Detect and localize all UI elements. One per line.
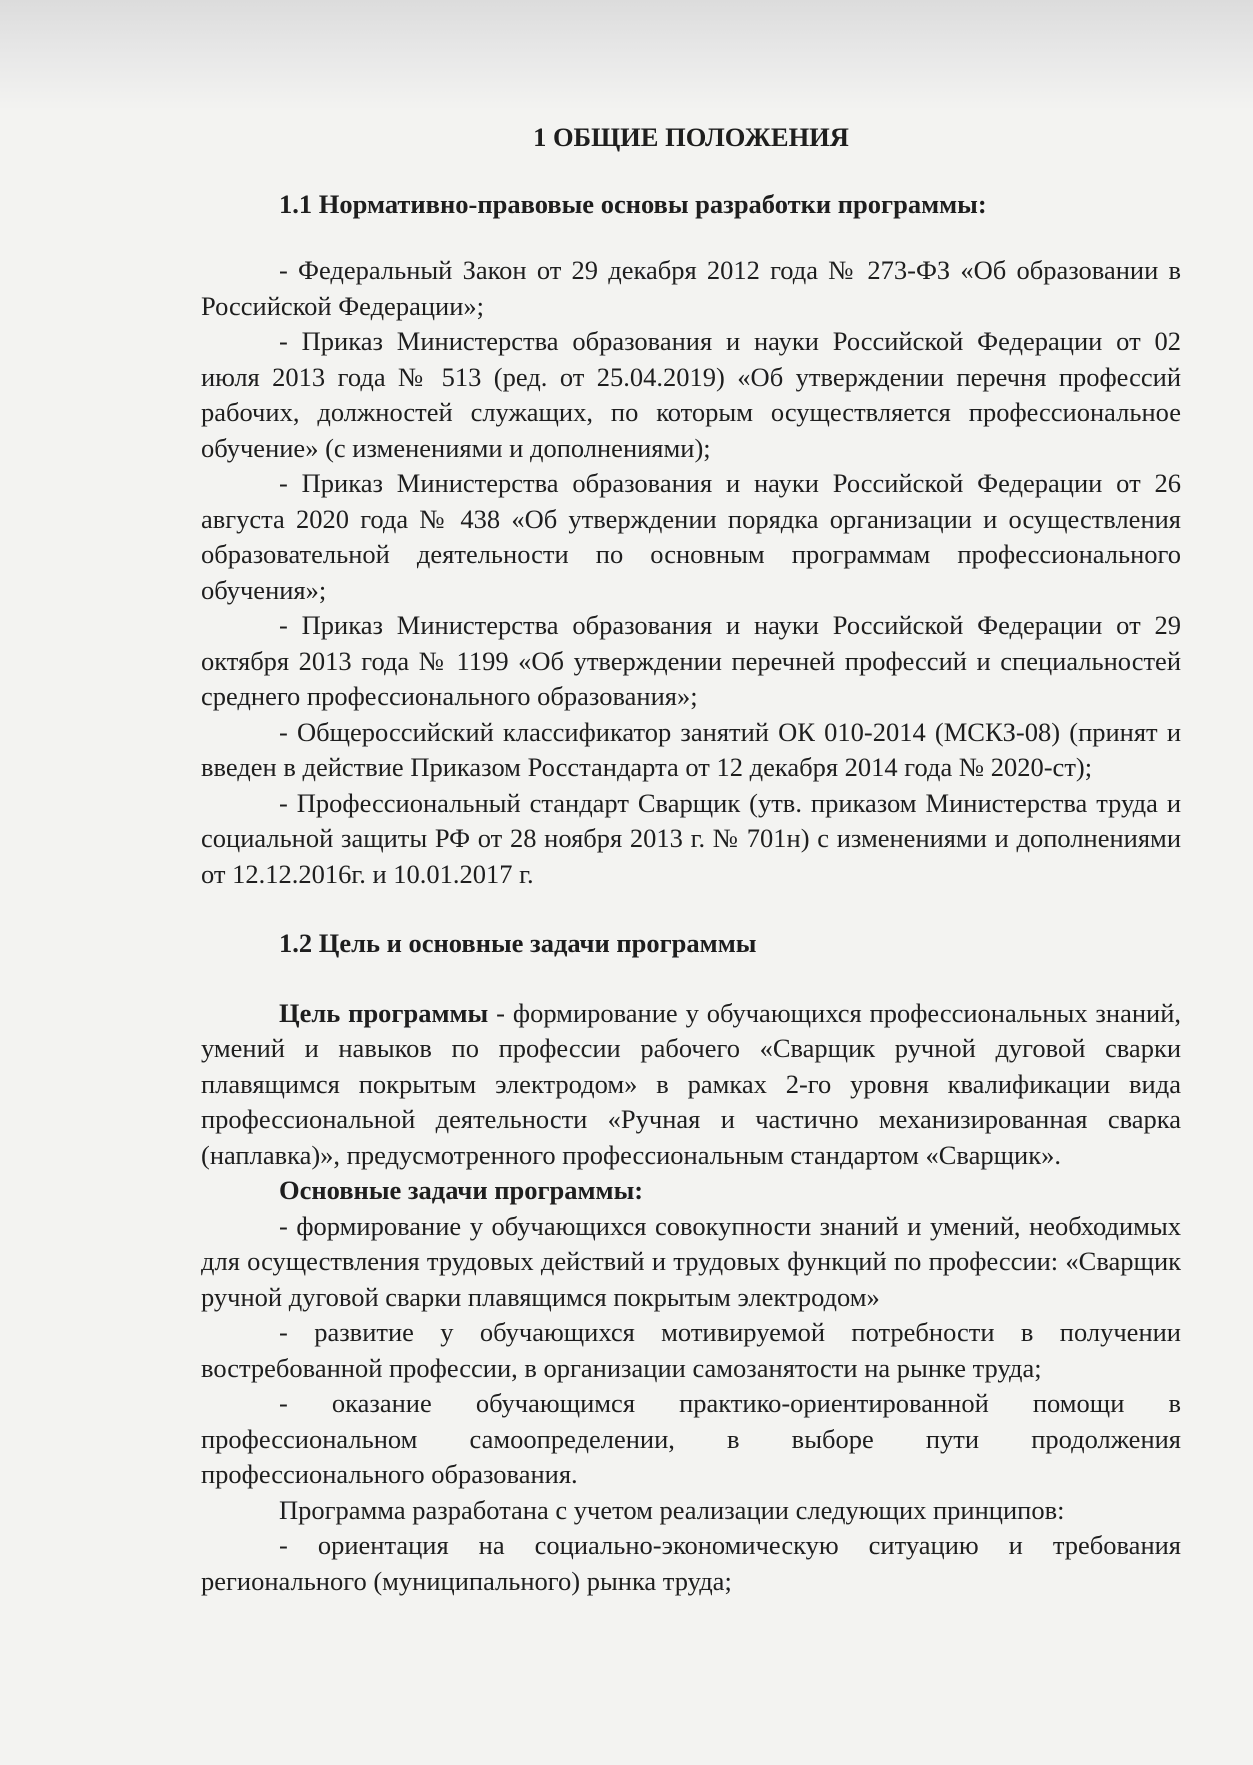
page-title: 1 ОБЩИЕ ПОЛОЖЕНИЯ <box>533 122 849 152</box>
goal-label: Цель программы <box>279 997 489 1028</box>
legal-basis-item: - Общероссийский классификатор занятий ОК 010-2014 (МСКЗ-08) (принят и введен в действие Приказом Росстандарта от 12 декабря 2014 года № 2020-ст); <box>201 716 1181 782</box>
task-item: - формирование у обучающихся совокупности знаний и умений, необходимых для осуществления трудовых действий и трудовых функций по профессии: «Сварщик ручной дуговой сварки плавящимся покрытым электродом» <box>201 1210 1181 1312</box>
section-heading-1-1: 1.1 Нормативно-правовые основы разработки программы: <box>279 188 987 219</box>
legal-basis-item: - Приказ Министерства образования и науки Российской Федерации от 26 августа 2020 года № 438 «Об утверждении порядка организации и осуществления образовательной деятельности по основным программам профессионального обучения»; <box>201 468 1181 605</box>
section-heading-1-2: 1.2 Цель и основные задачи программы <box>279 928 757 958</box>
legal-basis-item: - Федеральный Закон от 29 декабря 2012 года № 273-ФЗ «Об образовании в Российской Федерации»; <box>201 255 1181 321</box>
legal-basis-item: - Приказ Министерства образования и науки Российской Федерации от 02 июля 2013 года № 513 (ред. от 25.04.2019) «Об утверждении перечня профессий рабочих, должностей служащих, по которым осуществляется профессиональное обучение» (с изменениями и дополнениями); <box>201 326 1181 463</box>
scan-artifact-band <box>0 0 1253 110</box>
principles-intro: Программа разработана с учетом реализации следующих принципов: <box>279 1494 1065 1525</box>
task-item: - развитие у обучающихся мотивируемой потребности в получении востребованной профессии, в организации самозанятости на рынке труда; <box>201 1317 1181 1383</box>
goal-paragraph <box>201 996 1181 1174</box>
document-page <box>201 120 1181 1599</box>
legal-basis-item: - Профессиональный стандарт Сварщик (утв. приказом Министерства труда и социальной защиты РФ от 28 ноября 2013 г. № 701н) с изменениями и дополнениями от 12.12.2016г. и 10.01.2017 г. <box>201 787 1181 889</box>
goal-text: - формирование у обучающихся профессиональных знаний, умений и навыков по профессии рабочего «Сварщик ручной дуговой сварки плавящимся покрытым электродом» в рамках 2-го уровня квалификации вида профессиональной деятельности «Ручная и частично механизированная сварка (наплавка)», предусмотренного профессиональным стандартом «Сварщик». <box>201 997 1182 1170</box>
principle-item: - ориентация на социально-экономическую ситуацию и требования регионального (муниципального) рынка труда; <box>201 1530 1181 1596</box>
tasks-heading: Основные задачи программы: <box>279 1175 644 1205</box>
legal-basis-item: - Приказ Министерства образования и науки Российской Федерации от 29 октября 2013 года № 1199 «Об утверждении перечней профессий и специальностей среднего профессионального образования»; <box>201 610 1181 711</box>
task-item: - оказание обучающимся практико-ориентированной помощи в профессиональном самоопределении, в выборе пути продолжения профессионального образования. <box>201 1388 1181 1489</box>
